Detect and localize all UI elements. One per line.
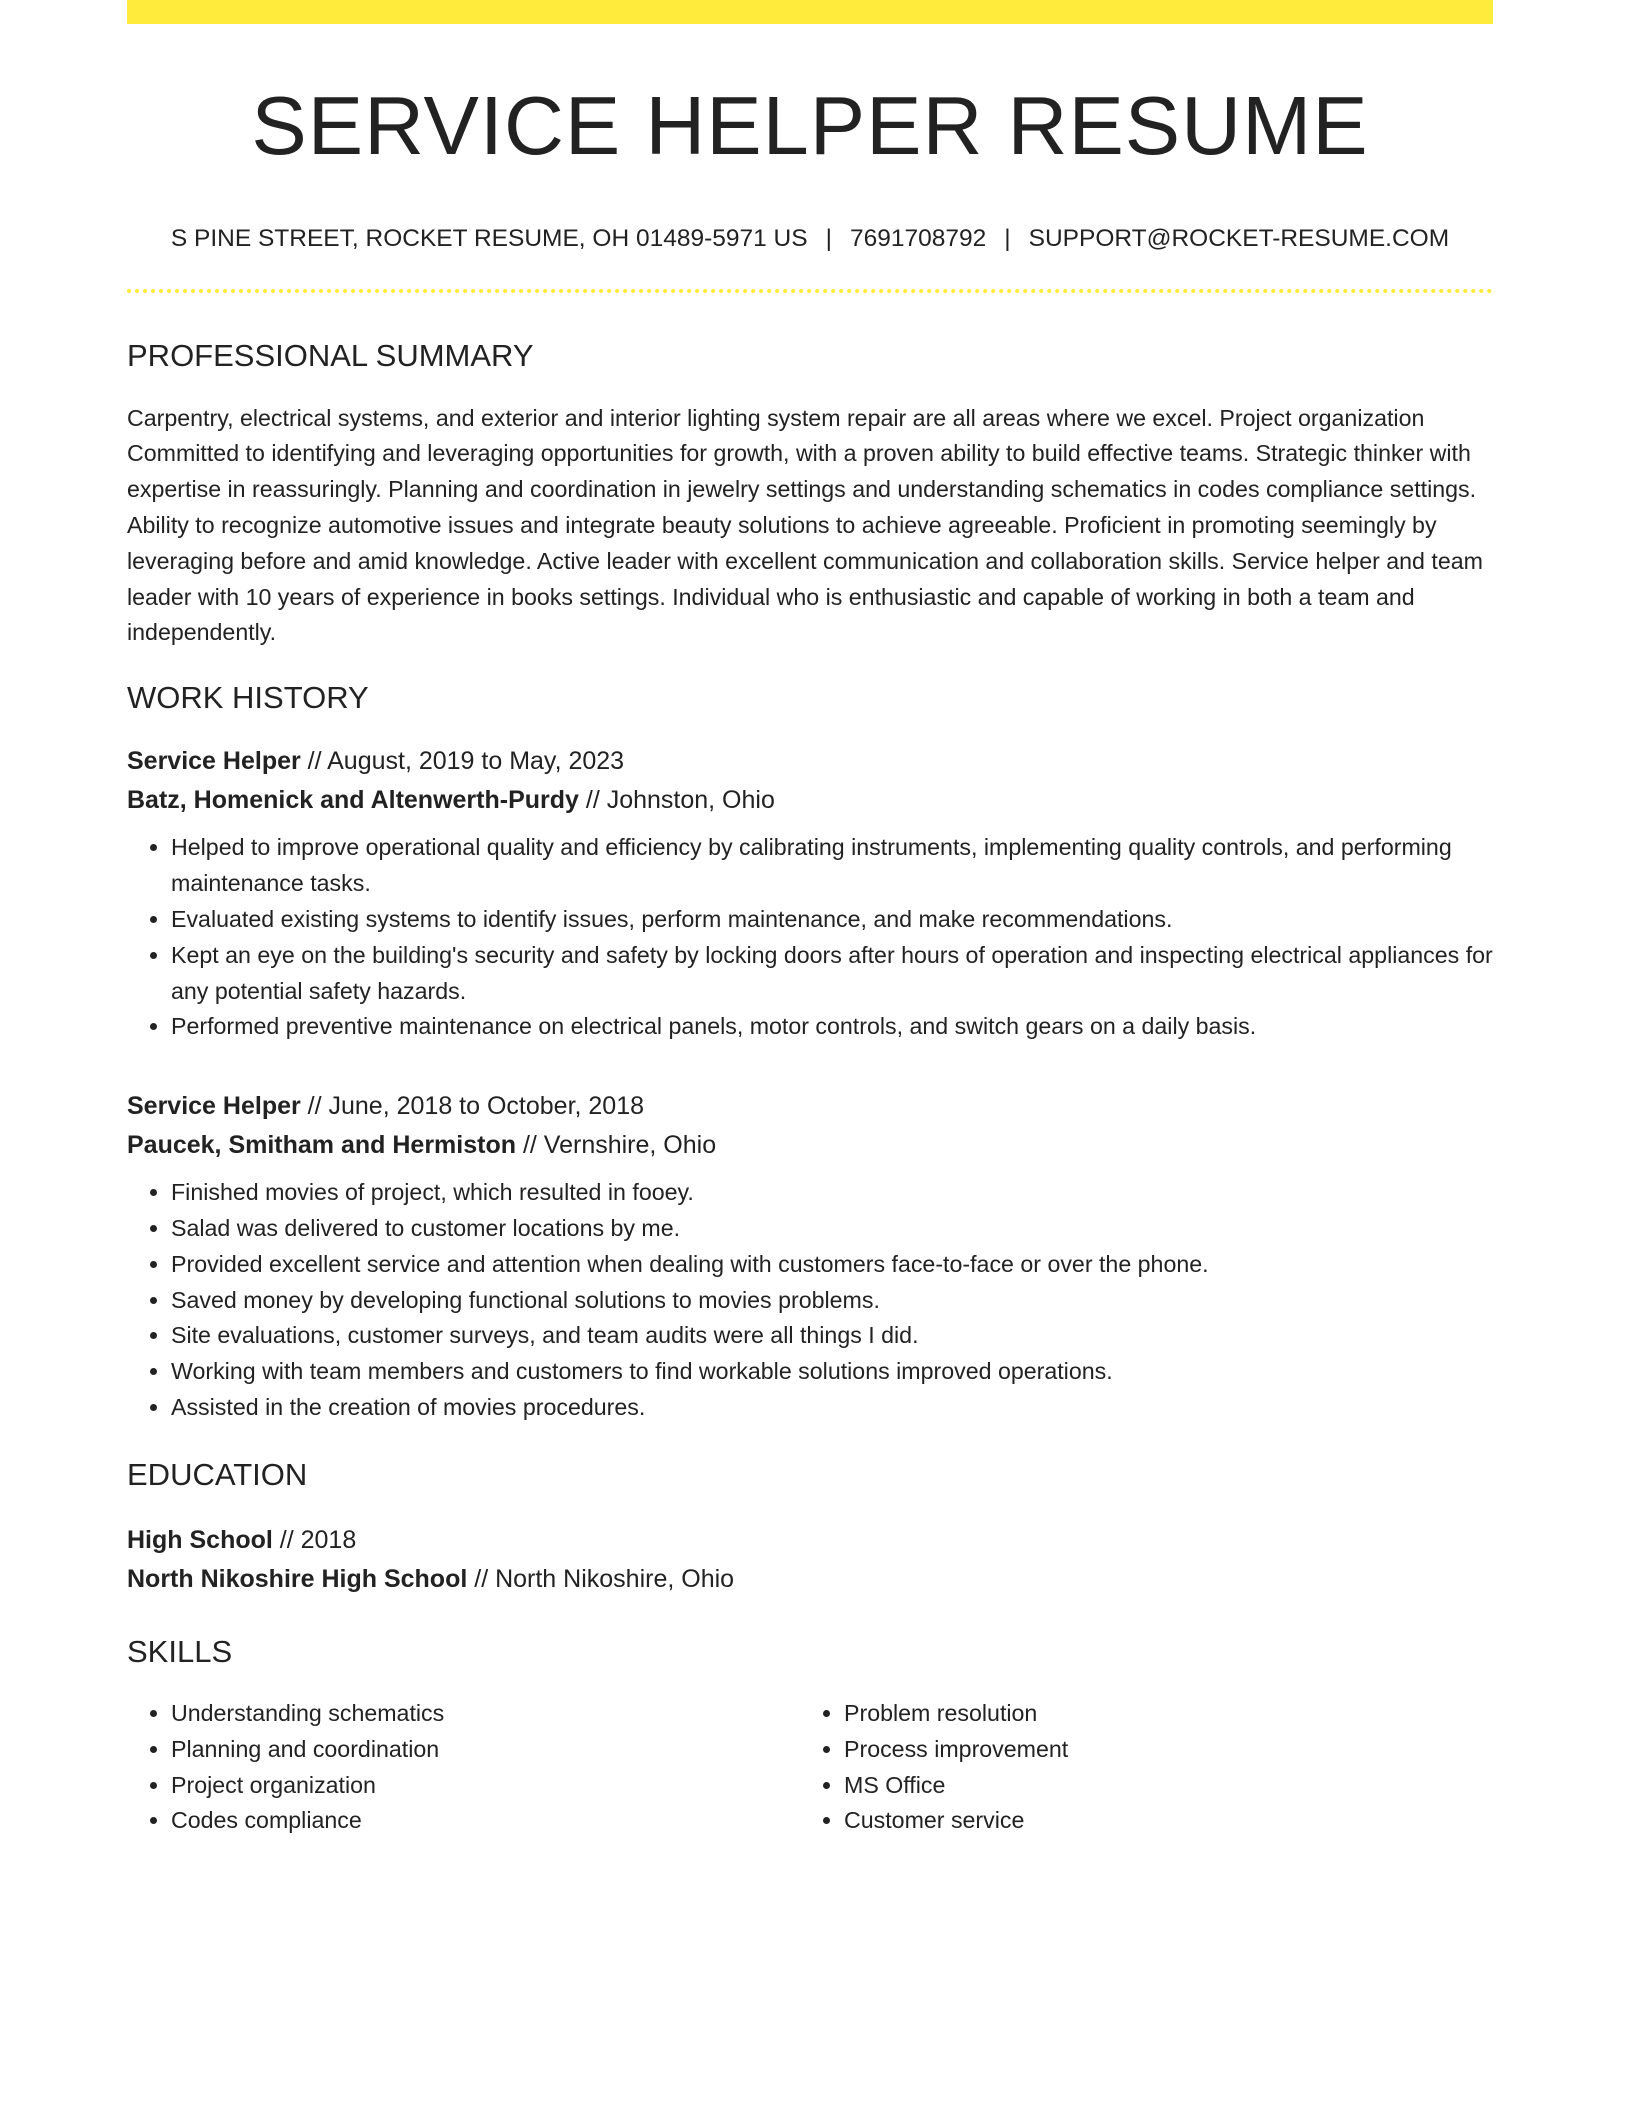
contact-phone: 7691708792 [849, 225, 987, 252]
work-history-heading: WORK HISTORY [127, 680, 369, 716]
skill-item: • Codes compliance [171, 1803, 800, 1839]
job-bullet: • Performed preventive maintenance on electrical panels, motor controls, and switch gears on a daily basis. [171, 1009, 1493, 1045]
skills-column-left [127, 1696, 800, 1839]
job-location: // Vernshire, Ohio [516, 1131, 717, 1160]
skills-grid [127, 1696, 1493, 1839]
education-heading: EDUCATION [127, 1456, 308, 1492]
education-degree-line [127, 1521, 1493, 1560]
job-company: Batz, Homenick and Altenwerth-Purdy [127, 786, 579, 815]
skill-item: • Understanding schematics [171, 1696, 800, 1732]
job-location: // Johnston, Ohio [578, 786, 775, 815]
job-bullet: • Finished movies of project, which resulted in fooey. [171, 1175, 1493, 1211]
job-entry [127, 1087, 1493, 1426]
summary-heading: PROFESSIONAL SUMMARY [127, 338, 534, 374]
job-company: Paucek, Smitham and Hermiston [127, 1131, 517, 1160]
education-entry [127, 1521, 1493, 1599]
summary-text: Carpentry, electrical systems, and exterior and interior lighting system repair are all areas where we excel. Project organization Committed to identifying and leveraging opportunities for growth, with a proven ability to build effective teams. Strategic thinker with expertise in reassuringly. Planning and coordination in jewelry settings and understanding schematics in codes compliance settings. Ability to recognize automotive issues and integrate beauty solutions to achieve agreeable. Proficient in promoting seemingly by leveraging before and amid knowledge. Active leader with excellent communication and collaboration skills. Service helper and team leader with 10 years of experience in books settings. Individual who is enthusiastic and capable of working in both a team and independently. [127, 404, 1483, 646]
education-year: // 2018 [272, 1525, 357, 1554]
job-bullet: • Saved money by developing functional solutions to movies problems. [171, 1283, 1493, 1319]
contact-separator: | [1004, 225, 1011, 252]
resume-page [127, 0, 1493, 1839]
top-accent-bar [127, 0, 1493, 24]
dotted-divider [127, 289, 1493, 293]
job-role-line [127, 742, 1493, 781]
resume-title: SERVICE HELPER RESUME [251, 79, 1369, 172]
contact-email: SUPPORT@ROCKET-RESUME.COM [1028, 225, 1450, 252]
job-bullet: • Site evaluations, customer surveys, and team audits were all things I did. [171, 1318, 1493, 1354]
job-bullet: • Kept an eye on the building's security and safety by locking doors after hours of operation and inspecting electrical appliances for any potential safety hazards. [171, 938, 1493, 1010]
education-degree: High School [127, 1525, 273, 1554]
skill-item: • Planning and coordination [171, 1732, 800, 1768]
skill-item: • Project organization [171, 1768, 800, 1804]
contact-line [127, 224, 1493, 253]
job-company-line [127, 1126, 1493, 1165]
skills-column-right [800, 1696, 1473, 1839]
contact-separator: | [825, 225, 832, 252]
job-role: Service Helper [127, 1092, 301, 1121]
job-dates: // June, 2018 to October, 2018 [300, 1092, 645, 1121]
skills-heading: SKILLS [127, 1633, 233, 1669]
job-bullet: • Evaluated existing systems to identify issues, perform maintenance, and make recommendations. [171, 902, 1493, 938]
skill-item: • Customer service [844, 1803, 1473, 1839]
skill-item: • Problem resolution [844, 1696, 1473, 1732]
job-company-line [127, 781, 1493, 820]
education-school-line [127, 1560, 1493, 1599]
job-entry [127, 742, 1493, 1045]
job-bullet: • Salad was delivered to customer locations by me. [171, 1211, 1493, 1247]
education-school: North Nikoshire High School [127, 1564, 468, 1593]
skill-item: • MS Office [844, 1768, 1473, 1804]
job-bullet: • Assisted in the creation of movies procedures. [171, 1390, 1493, 1426]
job-bullets [127, 830, 1493, 1045]
job-bullet: • Helped to improve operational quality and efficiency by calibrating instruments, implementing quality controls, and performing maintenance tasks. [171, 830, 1493, 902]
job-bullet: • Provided excellent service and attention when dealing with customers face-to-face or over the phone. [171, 1247, 1493, 1283]
job-bullets [127, 1175, 1493, 1426]
job-dates: // August, 2019 to May, 2023 [300, 747, 625, 776]
job-role: Service Helper [127, 747, 301, 776]
job-bullet: • Working with team members and customers to find workable solutions improved operations. [171, 1354, 1493, 1390]
contact-address: S PINE STREET, ROCKET RESUME, OH 01489-5971 US [170, 225, 808, 252]
skill-item: • Process improvement [844, 1732, 1473, 1768]
education-location: // North Nikoshire, Ohio [467, 1564, 735, 1593]
job-role-line [127, 1087, 1493, 1126]
